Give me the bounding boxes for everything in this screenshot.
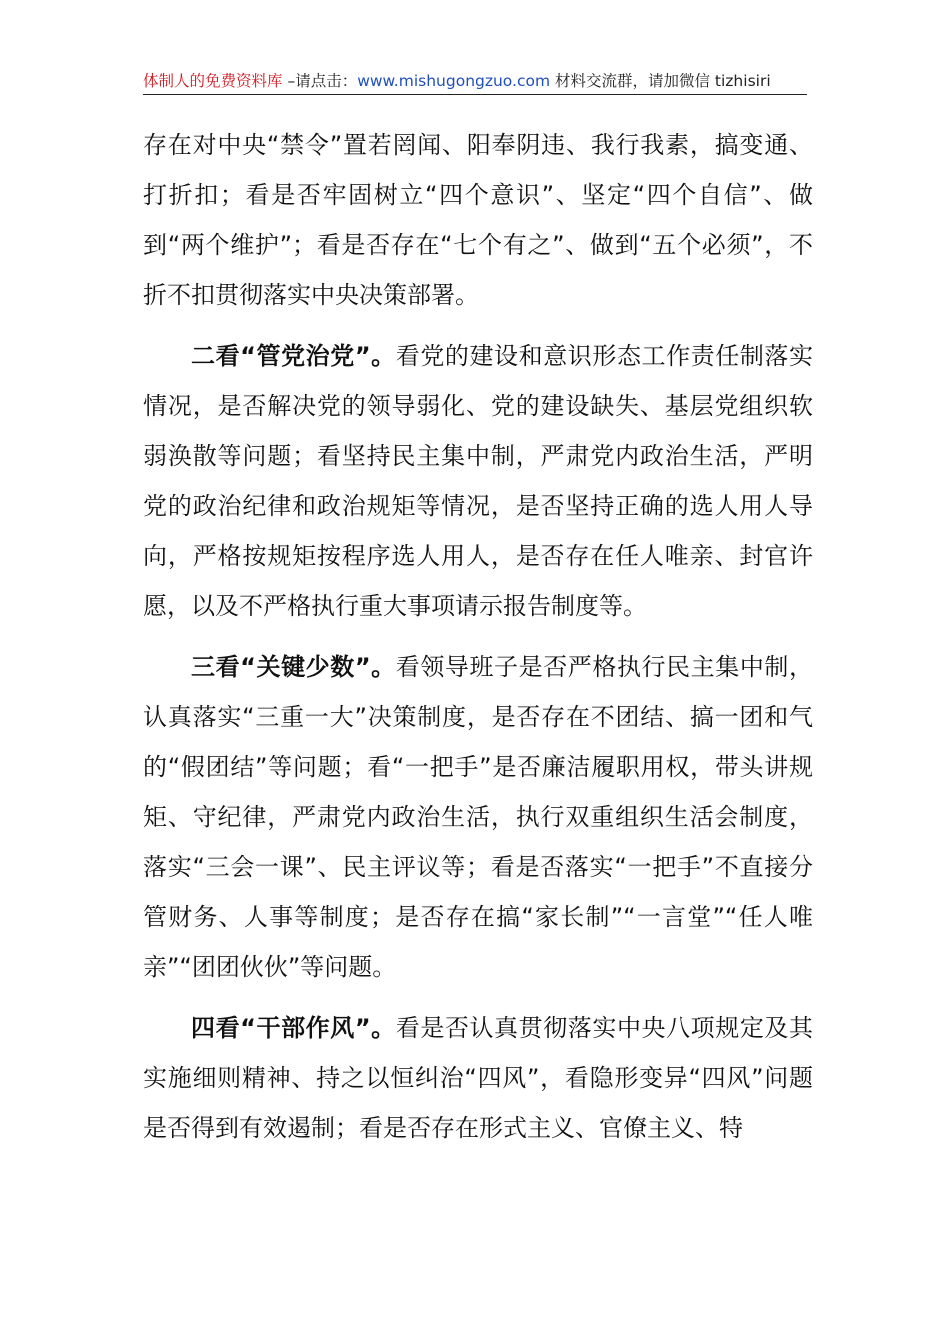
document-body — [143, 120, 813, 1153]
paragraph-party-governance — [143, 331, 813, 631]
paragraph-text: 看是否认真贯彻落实中央八项规定及其实施细则精神、持之以恒纠治“四风”，看隐形变异“四风”问题是否得到有效遏制；看是否存在形式主义、官僚主义、特 — [143, 1014, 813, 1142]
paragraph-text: 存在对中央“禁令”置若罔闻、阳奉阴违、我行我素，搞变通、打折扣；看是否牢固树立“四个意识”、坚定“四个自信”、做到“两个维护”；看是否存在“七个有之”、做到“五个必须”，不折不扣贯彻落实中央决策部署。 — [143, 131, 813, 309]
paragraph-text: 看党的建设和意识形态工作责任制落实情况，是否解决党的领导弱化、党的建设缺失、基层党组织软弱涣散等问题；看坚持民主集中制，严肃党内政治生活，严明党的政治纪律和政治规矩等情况，是否坚持正确的选人用人导向，严格按规矩按程序选人用人，是否存在任人唯亲、封官许愿，以及不严格执行重大事项请示报告制度等。 — [143, 342, 813, 620]
paragraph-heading: 四看“干部作风”。 — [191, 1014, 396, 1042]
header-brand: 体制人的免费资料库 — [143, 72, 283, 90]
page-header — [143, 70, 807, 95]
paragraph-continued — [143, 120, 813, 320]
paragraph-heading: 三看“关键少数”。 — [191, 653, 396, 681]
paragraph-heading: 二看“管党治党”。 — [191, 342, 396, 370]
header-wechat-note: 材料交流群，请加微信 tizhisiri — [550, 72, 771, 90]
header-url-link[interactable]: www.mishugongzuo.com — [357, 72, 551, 90]
paragraph-cadre-style — [143, 1003, 813, 1153]
paragraph-text: 看领导班子是否严格执行民主集中制，认真落实“三重一大”决策制度，是否存在不团结、搞一团和气的“假团结”等问题；看“一把手”是否廉洁履职用权，带头讲规矩、守纪律，严肃党内政治生活，执行双重组织生活会制度，落实“三会一课”、民主评议等；看是否落实“一把手”不直接分管财务、人事等制度；是否存在搞“家长制”“一言堂”“任人唯亲”“团团伙伙”等问题。 — [143, 653, 813, 981]
header-separator: –请点击： — [282, 72, 358, 90]
paragraph-key-minority — [143, 642, 813, 992]
